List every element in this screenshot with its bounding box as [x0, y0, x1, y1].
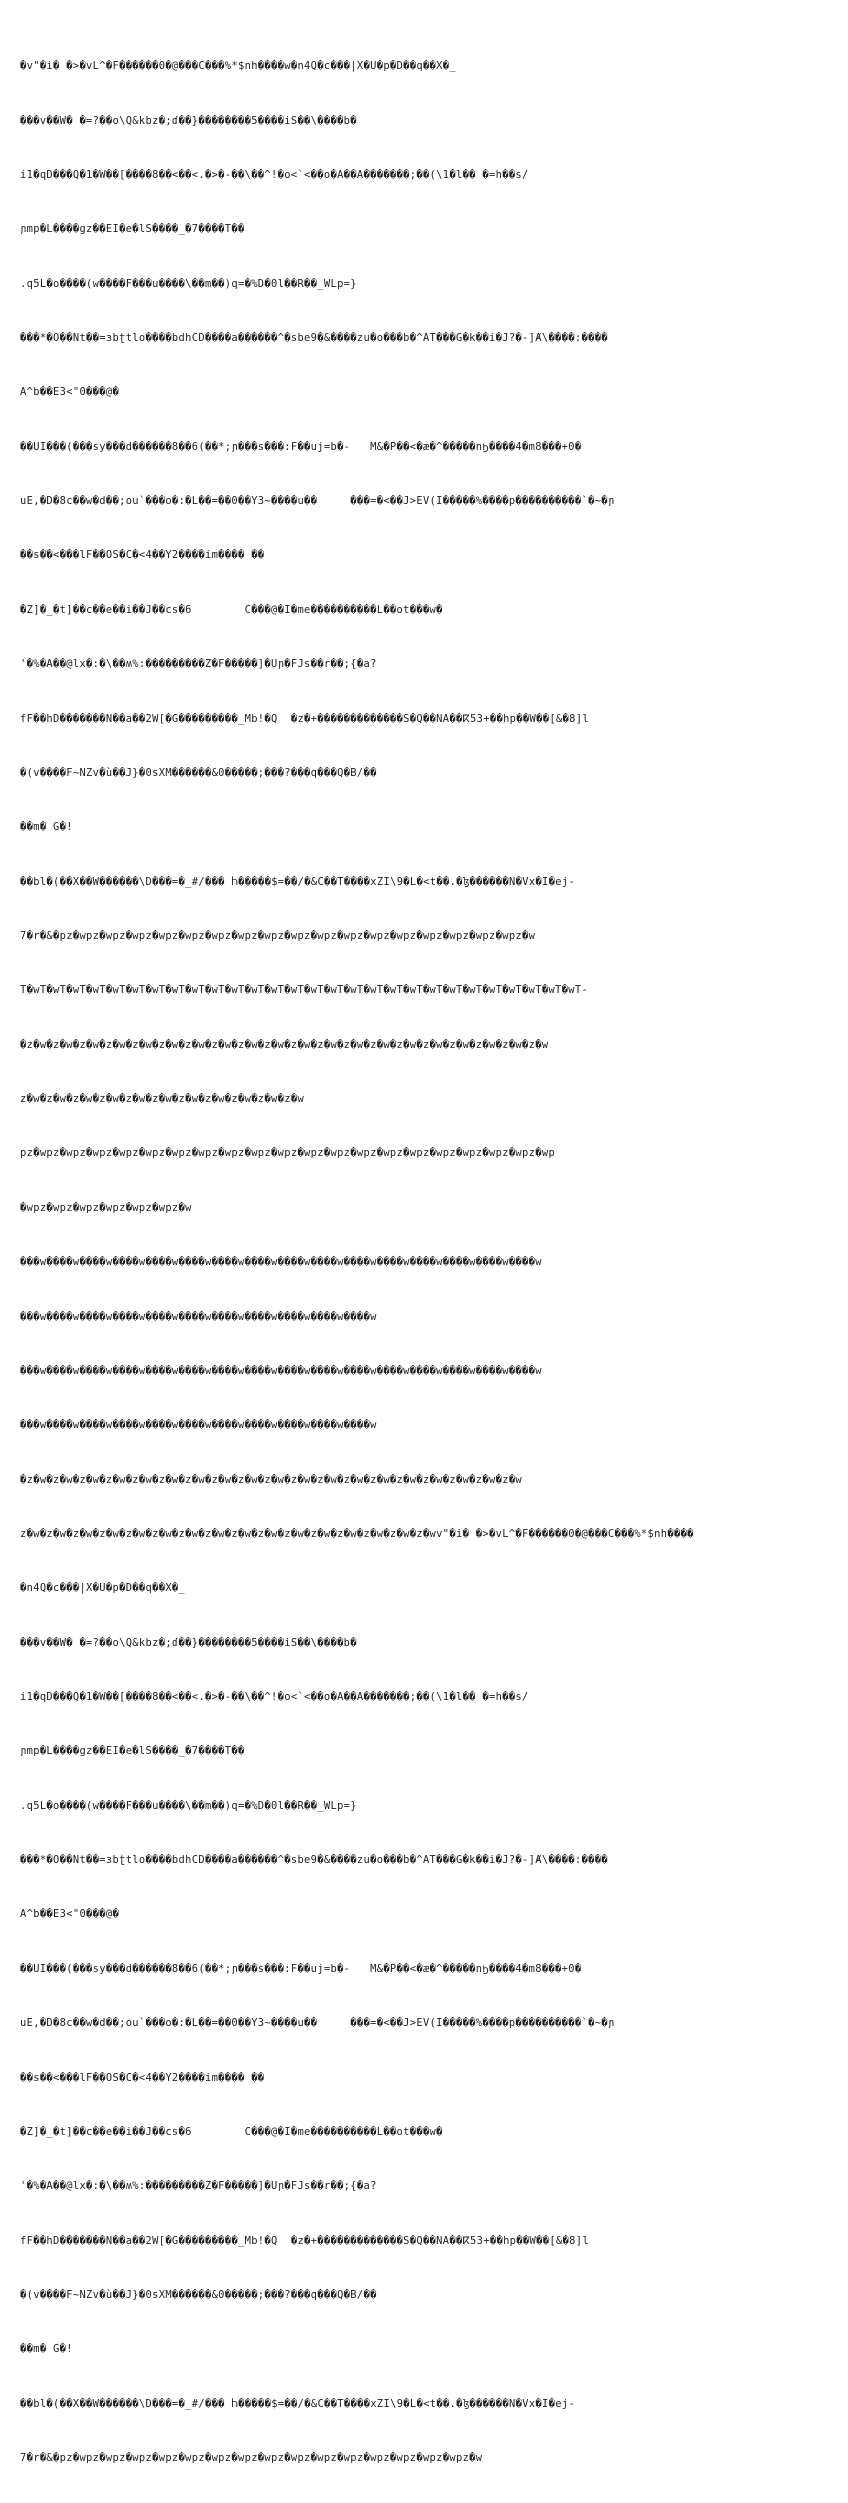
text-line: ���w����w����w����w����w����w����w����w����w����w����w����w����w����w����w����w — [20, 1256, 542, 1269]
text-line: ���v��W� �=?��o\Q&kbz�;ɗ��}��������5����iS��\����b� — [20, 114, 357, 127]
text-line: i1�qD���Q�1�W��[����8��<��<.�>�-��\��^!�o<`<��o�A��A�������;��(\1�l�� �=h��s/ — [20, 1691, 529, 1704]
text-line: A^b��E3<"0���@� — [20, 1908, 120, 1921]
text-line: �z�w�z�w�z�w�z�w�z�w�z�w�z�w�z�w�z�w�z�w�z�w�z�w�z�w�z�w�z�w�z�w�z�w�z�w�z�w — [20, 1473, 523, 1486]
text-line: ���v��W� �=?��o\Q&kbz�;ɗ��}��������5����iS��\����b� — [20, 1636, 357, 1649]
text-line: �(v����F~NZv�ù��J}�0sXM������&0�����;���?���q���Q�B/�� — [20, 766, 377, 779]
text-line: ��UI���(���sy���d������8��6(��*;ɲ���s���:F��uj=b�- M&�P��<�æ�^�����nϦ����4�m8���+0� — [20, 1962, 582, 1975]
text-line: ��bl�(��X��W������\D���=�_#/��� Ⴙ�����$=��/�&C��T����xZI\9�L�<t��.�ɮ������N�Vx�I�ej- — [20, 2397, 576, 2410]
text-line: uE,�D�8c��w�d��;ou`���o�:�L��=��0��Y3~����u�� ���=�<��J>EV(I�����%����p����������`�~�ɲ — [20, 2017, 615, 2030]
text-line: ���w����w����w����w����w����w����w����w����w����w����w����w����w����w����w����w — [20, 1364, 542, 1377]
text-line: ��s��<���lF��OS�C�<4��Y2����im���� �� — [20, 2071, 265, 2084]
text-line: �z�w�z�w�z�w�z�w�z�w�z�w�z�w�z�w�z�w�z�w�z�w�z�w�z�w�z�w�z�w�z�w�z�w�z�w�z�w�z�w — [20, 1038, 549, 1051]
text-line: '�%�A��@lx�:�\��ʍ%:���������Z�F�����]�Uɲ�FJs��r��;{�a? — [20, 658, 377, 671]
text-line: �(v����F~NZv�ù��J}�0sXM������&0�����;���?���q���Q�B/�� — [20, 2288, 377, 2301]
text-line: .q5L�o����(w����F���u����\��m��)q=�%D�0l��R��_WLp=} — [20, 277, 357, 290]
text-line: fF��hD�������N��a��2W[�G���������_Mb!�Q �z�+�������������S�Q��NA��ⴽ53+��hp��W��[&�8]l — [20, 2234, 589, 2247]
text-line: .q5L�o����(w����F���u����\��m��)q=�%D�0l��R��_WLp=} — [20, 1799, 357, 1812]
text-line: ��s��<���lF��OS�C�<4��Y2����im���� �� — [20, 549, 265, 562]
text-line: z�w�z�w�z�w�z�w�z�w�z�w�z�w�z�w�z�w�z�w�z�w — [20, 1093, 305, 1106]
text-line: T�wT�wT�wT�wT�wT�wT�wT�wT�wT�wT�wT�wT�wT�wT�wT�wT�wT�wT�wT�wT�wT�wT�wT�wT�wT�wT�wT�wT- — [20, 984, 589, 997]
text-line: A^b��E3<"0���@� — [20, 386, 120, 399]
text-line: �Z]�_�t]��c��e��i��J��cs�6 C���@�I�me����������L��ot���w� — [20, 603, 443, 616]
text-line: ��m� G�! — [20, 821, 73, 834]
text-line: pz�wpz�wpz�wpz�wpz�wpz�wpz�wpz�wpz�wpz�wpz�wpz�wpz�wpz�wpz�wpz�wpz�wpz�wpz�wpz�wp — [20, 1147, 556, 1160]
text-line: uE,�D�8c��w�d��;ou`���o�:�L��=��0��Y3~����u�� ���=�<��J>EV(I�����%����p����������`�~�ɲ — [20, 495, 615, 508]
text-line: ɲmp�L����gz��EI�e�lS����_�7����T�� — [20, 1745, 245, 1758]
text-line: ��UI���(���sy���d������8��6(��*;ɲ���s���:F��uj=b�- M&�P��<�æ�^�����nϦ����4�m8���+0� — [20, 440, 582, 453]
text-line: fF��hD�������N��a��2W[�G���������_Mb!�Q �z�+�������������S�Q��NA��ⴽ53+��hp��W��[&�8]l — [20, 712, 589, 725]
text-line: �Z]�_�t]��c��e��i��J��cs�6 C���@�I�me����������L��ot���w� — [20, 2125, 443, 2138]
binary-text-content — [20, 21, 848, 2503]
text-line: ���*�O��Nt��=ɜbʈtlo����bdhCD����a������^�sbe9�&����zu�o���b�^AT���G�k��i�J?�-]Ⱥ\����:���� — [20, 332, 608, 345]
text-line: '�%�A��@lx�:�\��ʍ%:���������Z�F�����]�Uɲ�FJs��r��;{�a? — [20, 2180, 377, 2193]
text-line: 7�r�&�pz�wpz�wpz�wpz�wpz�wpz�wpz�wpz�wpz�wpz�wpz�wpz�wpz�wpz�wpz�wpz�w — [20, 2452, 483, 2465]
text-line: ɲmp�L����gz��EI�e�lS����_�7����T�� — [20, 223, 245, 236]
text-line: i1�qD���Q�1�W��[����8��<��<.�>�-��\��^!�o<`<��o�A��A�������;��(\1�l�� �=h��s/ — [20, 168, 529, 181]
text-line: ���*�O��Nt��=ɜbʈtlo����bdhCD����a������^�sbe9�&����zu�o���b�^AT���G�k��i�J?�-]Ⱥ\����:���� — [20, 1854, 608, 1867]
text-line: ��m� G�! — [20, 2343, 73, 2356]
text-line: z�w�z�w�z�w�z�w�z�w�z�w�z�w�z�w�z�w�z�w�z�w�z�w�z�w�z�w�z�w�z�wv"�i� �>�vL^�F������0�@���C���%*$nh���� — [20, 1527, 694, 1540]
text-line: ���w����w����w����w����w����w����w����w����w����w����w — [20, 1310, 377, 1323]
text-line: �wpz�wpz�wpz�wpz�wpz�wpz�w — [20, 1201, 192, 1214]
text-line: �n4Q�c���|X�U�p�D��q��X�_ — [20, 1582, 186, 1595]
text-line: �v"�i� �>�vL^�F������0�@���C���%*$nh����w�n4Q�c���|X�U�p�D��q��X�_ — [20, 60, 456, 73]
text-line: ��bl�(��X��W������\D���=�_#/��� Ⴙ�����$=��/�&C��T����xZI\9�L�<t��.�ɮ������N�Vx�I�ej- — [20, 875, 576, 888]
text-line: ���w����w����w����w����w����w����w����w����w����w����w — [20, 1419, 377, 1432]
text-line: 7�r�&�pz�wpz�wpz�wpz�wpz�wpz�wpz�wpz�wpz�wpz�wpz�wpz�wpz�wpz�wpz�wpz�wpz�wpz�w — [20, 930, 536, 942]
